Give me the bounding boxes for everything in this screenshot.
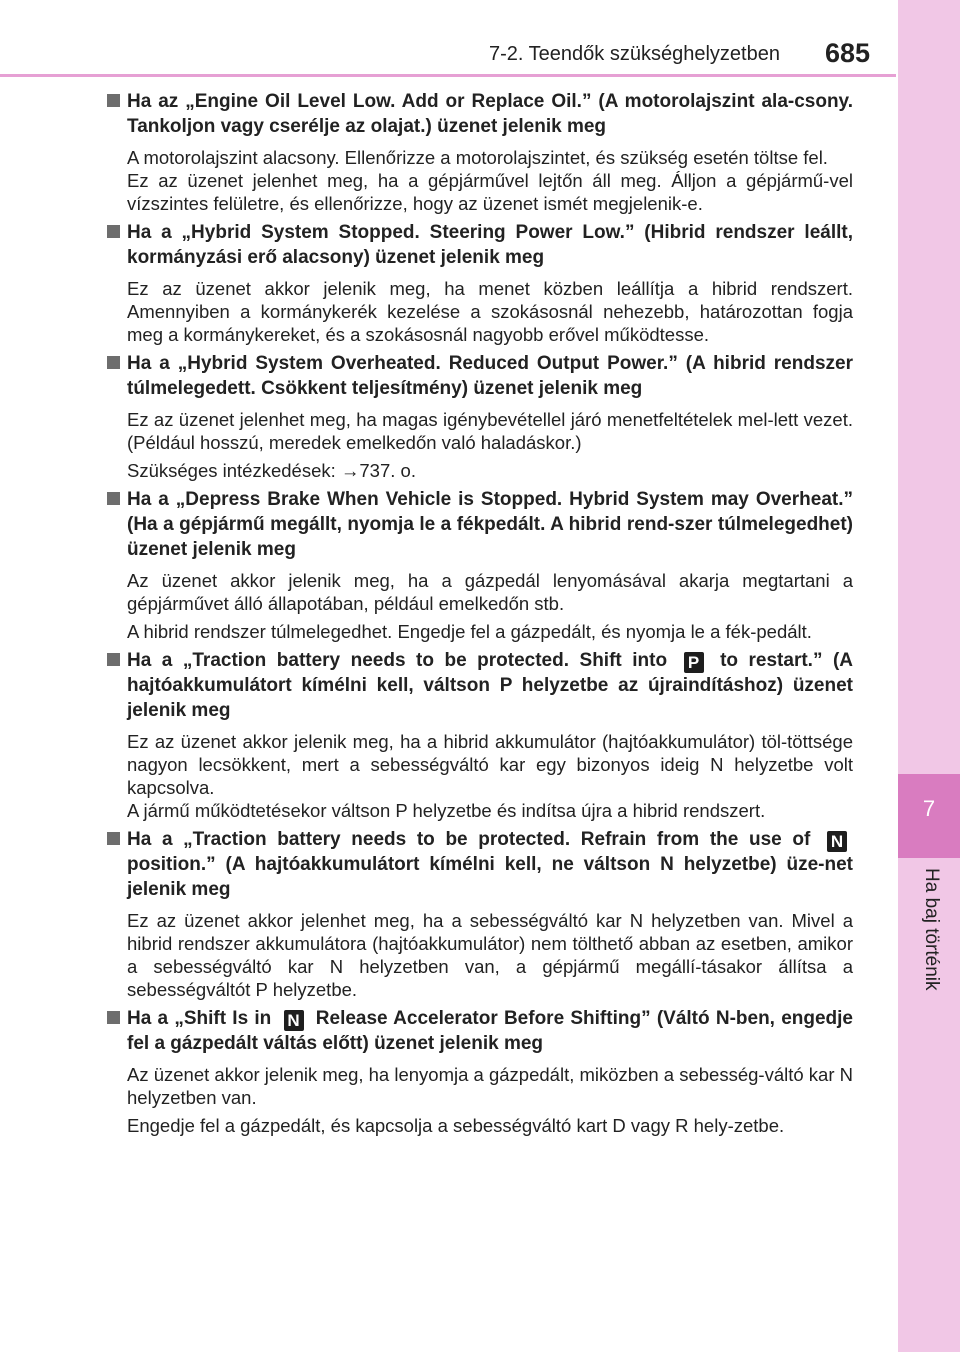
body-paragraph: Ez az üzenet akkor jelenik meg, ha a hibrid akkumulátor (hajtóakkumulátor) töl-töttsége nagyon lecsökkent, mert a sebességváltó kar egy bizonyos ideig N helyzetbe volt kapcsolva. A jármű működtetésekor váltson P helyzetbe és indítsa újra a hibrid rendszert. [127, 731, 853, 821]
square-bullet-icon [107, 94, 120, 107]
body-paragraph: A motorolajszint alacsony. Ellenőrizze a motorolajszintet, és szükség esetén töltse fel. Ez az üzenet jelenhet meg, ha a gépjárművel lejtőn áll meg. Álljon a gépjármű-vel vízszintes felületre, és ellenőrizze, hogy az üzenet ismét megjelenik-e. [127, 147, 853, 214]
section-oil-level [105, 89, 853, 215]
square-bullet-icon [107, 832, 120, 845]
body-paragraph: Ez az üzenet jelenhet meg, ha magas igénybevétellel járó menetfeltételek mel-lett vezet. (Például hosszú, meredek emelkedőn való haladáskor.) [127, 409, 853, 453]
body-paragraph: Ez az üzenet akkor jelenhet meg, ha a sebességváltó kar N helyzetben van. Mivel a hibrid rendszer akkumulátora (hajtóakkumulátor) nem tölthető abban az esetben, amikor a sebességváltó kar N helyzetben van, a gépjármű megállí-tásakor állítsa a sebességváltót P helyzetbe. [127, 910, 853, 1000]
page-number: 685 [825, 38, 871, 68]
section-heading [105, 89, 853, 139]
body-paragraph: Engedje fel a gázpedált, és kapcsolja a sebességváltó kart D vagy R hely-zetbe. [127, 1115, 785, 1136]
section-heading [105, 351, 853, 401]
header-divider [0, 74, 896, 77]
square-bullet-icon [107, 356, 120, 369]
square-bullet-icon [107, 653, 120, 666]
gear-n-icon: N [284, 1010, 304, 1031]
section-depress-brake [105, 487, 853, 643]
page-reference: Szükséges intézkedések: →737. o. [127, 460, 416, 481]
section-traction-refrain-n [105, 827, 853, 1001]
section-steering-power [105, 220, 853, 346]
section-heading [105, 487, 853, 562]
square-bullet-icon [107, 492, 120, 505]
heading-text: Ha a „Shift Is in [127, 1008, 272, 1029]
section-heading [105, 827, 853, 902]
heading-text: position.” (A hajtóakkumulátort kímélni kell, ne váltson N helyzetbe) üze-net jelenik meg [127, 854, 853, 900]
chapter-number: 7 [922, 796, 936, 821]
body-paragraph: Az üzenet akkor jelenik meg, ha lenyomja a gázpedált, miközben a sebesség-váltó kar N helyzetben van. [127, 1064, 853, 1108]
heading-text: Release Accelerator Before Shifting” (Váltó N-ben, engedje fel a gázpedált váltás előtt) üzenet jelenik meg [127, 1008, 853, 1054]
heading-text: Ha a „Hybrid System Overheated. Reduced Output Power.” (A hibrid rendszer túlmelegedett. Csökkent teljesítmény) üzenet jelenik meg [127, 353, 853, 399]
section-heading [105, 648, 853, 723]
body-paragraph: Ez az üzenet akkor jelenik meg, ha menet közben leállítja a hibrid rendszert. Amennyiben a kormánykerék kezelése a szokásosnál nehezebb, határozottan fogja meg a kormánykereket, és a szokásosnál nagyobb erővel működtesse. [127, 278, 853, 345]
gear-p-icon: P [684, 652, 704, 673]
body-paragraph: A hibrid rendszer túlmelegedhet. Engedje fel a gázpedált, és nyomja le a fék-pedált. [127, 621, 812, 642]
section-traction-shift-p [105, 648, 853, 822]
section-heading [105, 1006, 853, 1056]
section-shift-is-in-n [105, 1006, 853, 1137]
chapter-side-tab [898, 0, 960, 1352]
heading-text: Ha az „Engine Oil Level Low. Add or Replace Oil.” (A motorolajszint ala-csony. Tankoljon vagy cserélje az olajat.) üzenet jelenik meg [127, 91, 853, 137]
chapter-label: Ha baj történik [921, 868, 942, 991]
square-bullet-icon [107, 225, 120, 238]
body-paragraph: Az üzenet akkor jelenik meg, ha a gázpedál lenyomásával akarja megtartani a gépjárművet álló állapotában, például emelkedőn stb. [127, 570, 853, 614]
heading-text: to restart.” (A hajtóakkumulátort kímélni kell, váltson P helyzetbe az újraindításhoz) üzenet jelenik meg [127, 650, 854, 721]
heading-text: Ha a „Traction battery needs to be protected. Refrain from the use of [127, 829, 811, 850]
header-section-title: 7-2. Teendők szükséghelyzetben [489, 43, 780, 65]
gear-n-icon: N [827, 831, 847, 852]
heading-text: Ha a „Hybrid System Stopped. Steering Power Low.” (Hibrid rendszer leállt, kormányzási erő alacsony) üzenet jelenik meg [127, 222, 853, 268]
page-content [105, 89, 853, 1142]
heading-text: Ha a „Depress Brake When Vehicle is Stopped. Hybrid System may Overheat.” (Ha a gépjármű megállt, nyomja le a fékpedált. A hibrid rend-szer túlmelegedhet) üzenet jelenik meg [127, 489, 853, 560]
section-overheated [105, 351, 853, 482]
square-bullet-icon [107, 1011, 120, 1024]
section-heading [105, 220, 853, 270]
heading-text: Ha a „Traction battery needs to be protected. Shift into [127, 650, 668, 671]
